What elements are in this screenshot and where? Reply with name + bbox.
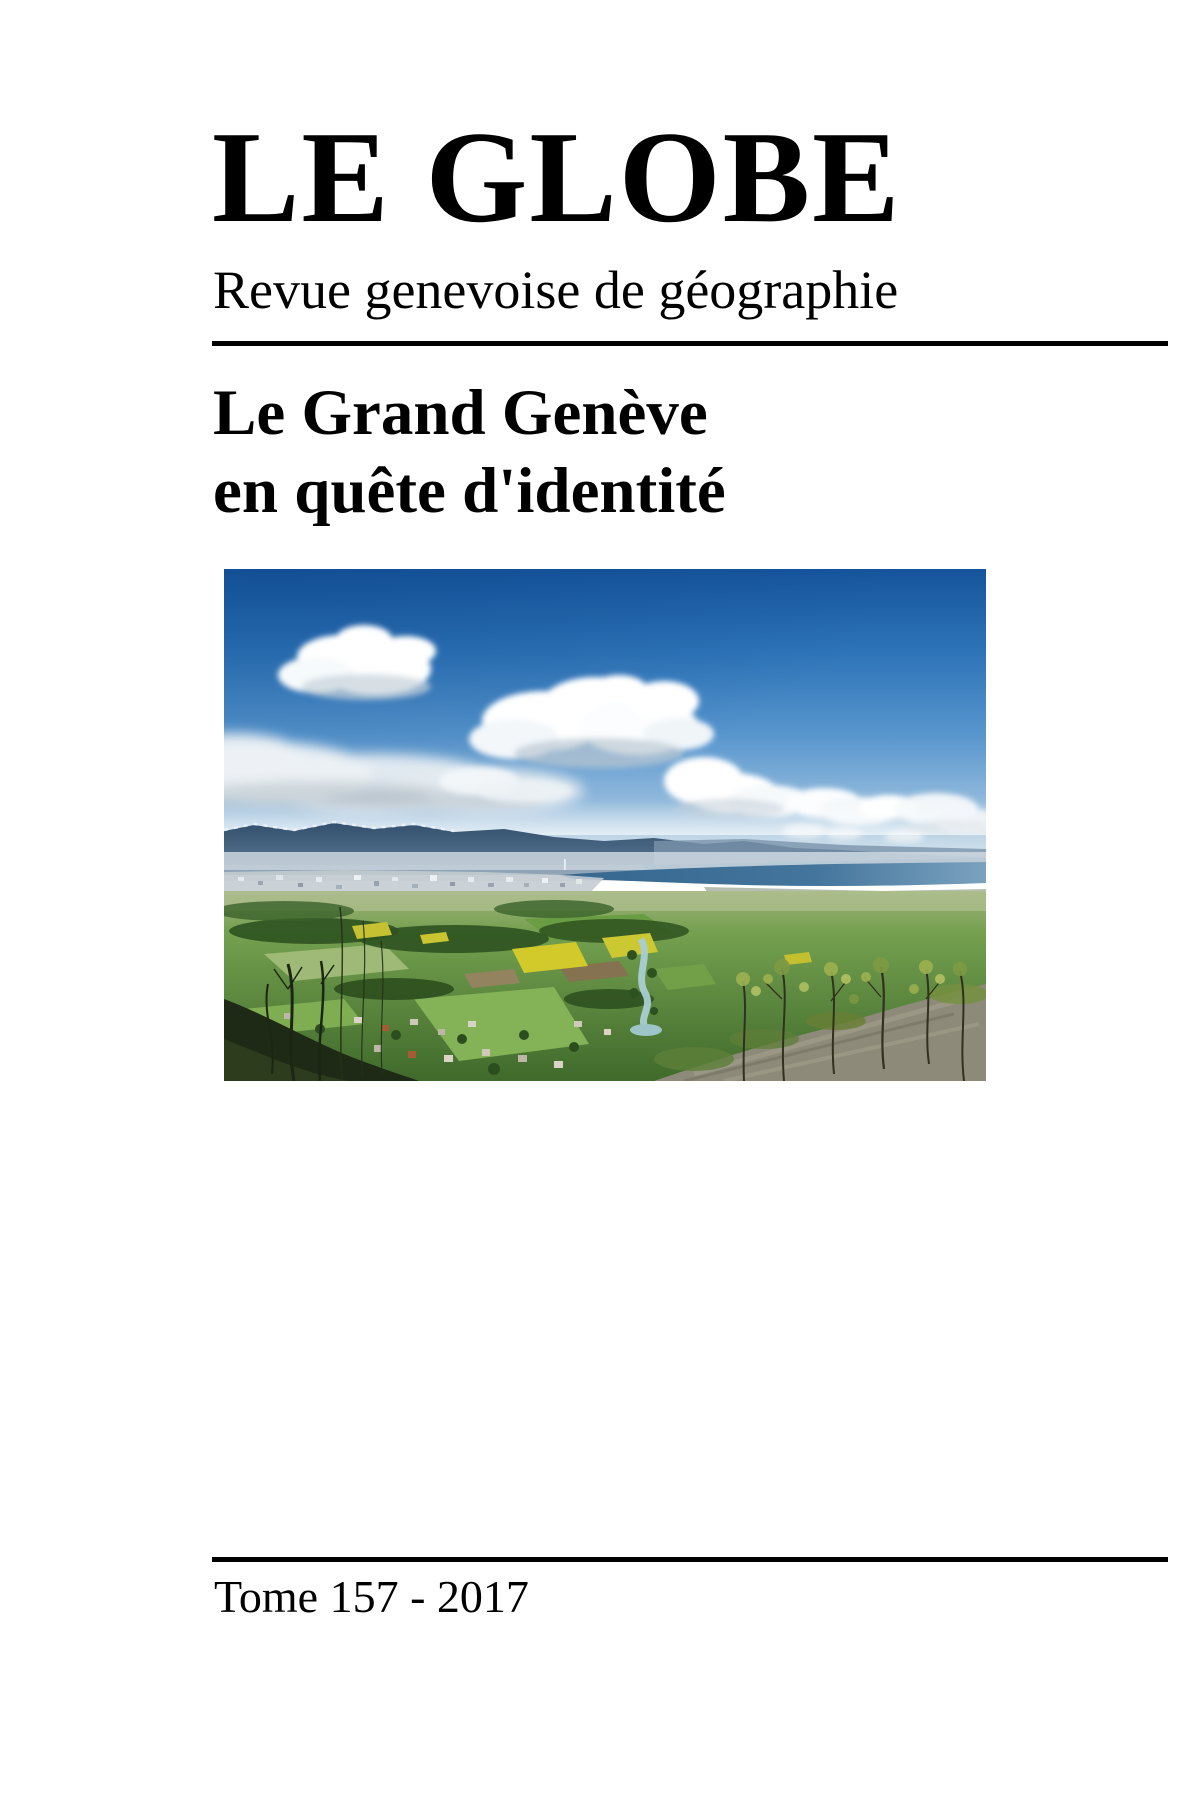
- issue-title: [213, 374, 726, 530]
- issue-title-line-2: en quête d'identité: [213, 455, 726, 527]
- journal-subtitle: Revue genevoise de géographie: [213, 260, 899, 320]
- issue-title-line-1: Le Grand Genève: [213, 377, 708, 449]
- volume-label: Tome 157 - 2017: [214, 1571, 529, 1622]
- masthead-divider: [212, 341, 1168, 346]
- footer-divider: [212, 1557, 1168, 1562]
- cover-photo-illustration: [224, 569, 986, 1081]
- cover-photo: [224, 569, 986, 1081]
- journal-title: LE GLOBE: [212, 105, 902, 250]
